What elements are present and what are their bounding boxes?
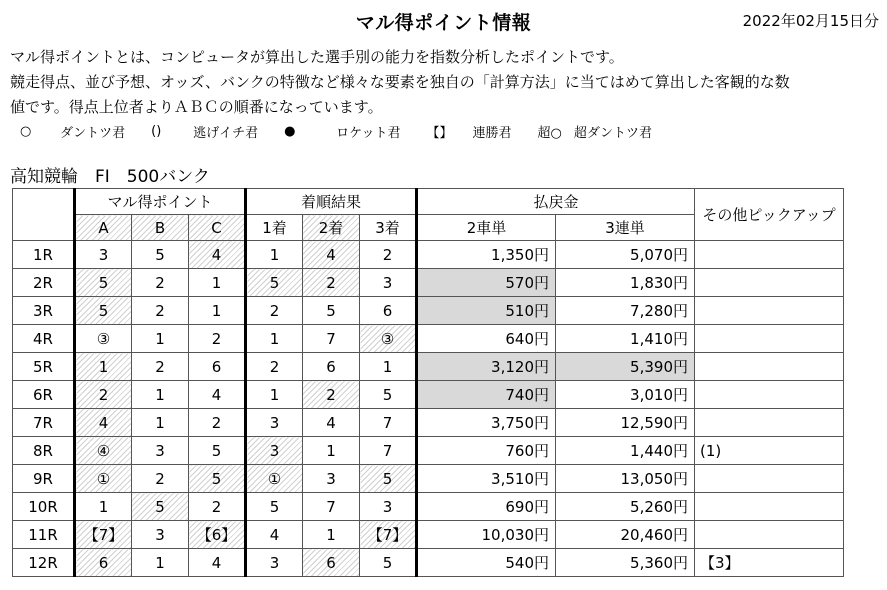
cell-race: 9R: [13, 465, 75, 493]
cell-r1: 1: [246, 241, 303, 269]
cell-exacta: 3,510円: [417, 465, 556, 493]
cell-other: [695, 241, 844, 269]
table-row: [13, 549, 844, 577]
cell-trifecta: 5,360円: [556, 549, 695, 577]
cell-a: 5: [75, 297, 132, 325]
table-row: [13, 437, 844, 465]
cell-b: 3: [132, 437, 189, 465]
cell-exacta: 510円: [417, 297, 556, 325]
cell-r3: 5: [360, 381, 417, 409]
cell-r2: 7: [303, 325, 360, 353]
col-exacta-header: 2車単: [417, 215, 556, 241]
cell-r1: 4: [246, 521, 303, 549]
col-trifecta-header: 3連単: [556, 215, 695, 241]
legend-label: ダントツ君: [60, 126, 126, 141]
cell-exacta: 740円: [417, 381, 556, 409]
table-row: [13, 297, 844, 325]
cell-race: 8R: [13, 437, 75, 465]
cell-a: ①: [75, 465, 132, 493]
cell-r2: 4: [303, 409, 360, 437]
cell-other: [695, 325, 844, 353]
cell-b: 2: [132, 297, 189, 325]
cell-exacta: 570円: [417, 269, 556, 297]
cell-r2: 4: [303, 241, 360, 269]
cell-c: 5: [189, 437, 246, 465]
cell-b: 1: [132, 325, 189, 353]
cell-exacta: 1,350円: [417, 241, 556, 269]
legend-label: 逃げイチ君: [193, 126, 259, 141]
cell-exacta: 540円: [417, 549, 556, 577]
cell-c: 6: [189, 353, 246, 381]
cell-c: 1: [189, 297, 246, 325]
cell-b: 2: [132, 465, 189, 493]
legend-symbol: 超○: [537, 126, 562, 141]
table-row: [13, 241, 844, 269]
col-c-header: C: [189, 215, 246, 241]
cell-r3: 2: [360, 241, 417, 269]
legend-label: ロケット君: [336, 126, 401, 141]
symbol-legend: [20, 122, 880, 141]
cell-r2: 1: [303, 521, 360, 549]
cell-race: 5R: [13, 353, 75, 381]
cell-trifecta: 7,280円: [556, 297, 695, 325]
cell-a: ③: [75, 325, 132, 353]
cell-r1: 2: [246, 353, 303, 381]
cell-exacta: 690円: [417, 493, 556, 521]
cell-other: [695, 465, 844, 493]
cell-trifecta: 12,590円: [556, 409, 695, 437]
cell-r3: 1: [360, 353, 417, 381]
cell-other: [695, 521, 844, 549]
cell-a: 1: [75, 493, 132, 521]
legend-item-nigeichi: [151, 122, 258, 141]
cell-b: 3: [132, 521, 189, 549]
cell-other: [695, 493, 844, 521]
cell-r2: 3: [303, 465, 360, 493]
cell-r3: 7: [360, 437, 417, 465]
cell-exacta: 760円: [417, 437, 556, 465]
cell-r2: 2: [303, 381, 360, 409]
cell-exacta: 640円: [417, 325, 556, 353]
legend-item-super-dantotsu: [538, 122, 652, 141]
table-row: [13, 381, 844, 409]
cell-exacta: 3,750円: [417, 409, 556, 437]
cell-trifecta: 5,390円: [556, 353, 695, 381]
cell-r1: 3: [246, 437, 303, 465]
description-line: 値です。得点上位者よりＡＢＣの順番になっています。: [10, 98, 383, 116]
cell-other: (1): [695, 437, 844, 465]
cell-c: 2: [189, 493, 246, 521]
cell-r1: 5: [246, 269, 303, 297]
cell-r2: 5: [303, 297, 360, 325]
col-third-header: 3着: [360, 215, 417, 241]
cell-race: 12R: [13, 549, 75, 577]
cell-other: [695, 381, 844, 409]
legend-item-renshou: [427, 122, 512, 141]
cell-other: 【3】: [695, 549, 844, 577]
cell-r2: 6: [303, 353, 360, 381]
cell-race: 1R: [13, 241, 75, 269]
results-table: [12, 188, 844, 577]
cell-a: 6: [75, 549, 132, 577]
cell-race: 2R: [13, 269, 75, 297]
cell-exacta: 10,030円: [417, 521, 556, 549]
cell-r3: 7: [360, 409, 417, 437]
table-row: [13, 269, 844, 297]
cell-c: 5: [189, 465, 246, 493]
cell-r3: ③: [360, 325, 417, 353]
results-group-header: 着順結果: [246, 189, 417, 215]
cell-b: 2: [132, 269, 189, 297]
cell-r3: 3: [360, 269, 417, 297]
legend-item-dantotsu: [20, 122, 125, 141]
table-row: [13, 325, 844, 353]
cell-race: 10R: [13, 493, 75, 521]
cell-a: 5: [75, 269, 132, 297]
cell-a: 1: [75, 353, 132, 381]
cell-r3: 6: [360, 297, 417, 325]
cell-r2: 1: [303, 437, 360, 465]
cell-b: 5: [132, 493, 189, 521]
cell-c: 1: [189, 269, 246, 297]
col-a-header: A: [75, 215, 132, 241]
venue-heading: 高知競輪 FI 500バンク: [10, 167, 210, 187]
cell-b: 2: [132, 353, 189, 381]
points-group-header: マル得ポイント: [75, 189, 246, 215]
cell-r1: 1: [246, 381, 303, 409]
legend-symbol: ○: [20, 124, 32, 139]
cell-exacta: 3,120円: [417, 353, 556, 381]
cell-race: 3R: [13, 297, 75, 325]
cell-r3: 5: [360, 549, 417, 577]
table-row: [13, 353, 844, 381]
cell-other: [695, 353, 844, 381]
col-first-header: 1着: [246, 215, 303, 241]
cell-trifecta: 1,410円: [556, 325, 695, 353]
cell-r1: 3: [246, 549, 303, 577]
cell-other: [695, 409, 844, 437]
legend-label: 連勝君: [472, 126, 512, 141]
cell-other: [695, 269, 844, 297]
table-row: [13, 521, 844, 549]
cell-r3: 5: [360, 465, 417, 493]
description-line: 競走得点、並び予想、オッズ、バンクの特徴など様々な要素を独自の「計算方法」に当てはめて算出した客観的な数: [10, 73, 790, 91]
cell-c: 4: [189, 381, 246, 409]
race-header: [13, 189, 75, 241]
cell-r1: 3: [246, 409, 303, 437]
payout-group-header: 払戻金: [417, 189, 695, 215]
cell-a: 3: [75, 241, 132, 269]
cell-c: 2: [189, 325, 246, 353]
cell-trifecta: 5,070円: [556, 241, 695, 269]
table-row: [13, 493, 844, 521]
cell-other: [695, 297, 844, 325]
col-second-header: 2着: [303, 215, 360, 241]
cell-c: 4: [189, 241, 246, 269]
cell-b: 5: [132, 241, 189, 269]
cell-b: 1: [132, 381, 189, 409]
cell-trifecta: 20,460円: [556, 521, 695, 549]
cell-b: 1: [132, 549, 189, 577]
col-b-header: B: [132, 215, 189, 241]
cell-r1: ①: [246, 465, 303, 493]
cell-race: 11R: [13, 521, 75, 549]
cell-trifecta: 3,010円: [556, 381, 695, 409]
cell-c: 【6】: [189, 521, 246, 549]
cell-r3: 【7】: [360, 521, 417, 549]
cell-b: 1: [132, 409, 189, 437]
cell-trifecta: 1,440円: [556, 437, 695, 465]
description: [10, 45, 880, 120]
table-row: [13, 465, 844, 493]
cell-a: 4: [75, 409, 132, 437]
cell-race: 6R: [13, 381, 75, 409]
description-line: マル得ポイントとは、コンピュータが算出した選手別の能力を指数分析したポイントです。: [10, 48, 624, 66]
cell-race: 7R: [13, 409, 75, 437]
cell-c: 4: [189, 549, 246, 577]
cell-r2: 7: [303, 493, 360, 521]
cell-r1: 2: [246, 297, 303, 325]
cell-r2: 6: [303, 549, 360, 577]
cell-c: 2: [189, 409, 246, 437]
legend-symbol: (): [151, 124, 162, 139]
legend-symbol: ●: [284, 124, 296, 139]
table-row: [13, 409, 844, 437]
cell-r1: 1: [246, 325, 303, 353]
other-pickup-header: その他ピックアップ: [695, 189, 844, 241]
cell-trifecta: 1,830円: [556, 269, 695, 297]
page-title: マル得ポイント情報: [355, 12, 532, 34]
cell-trifecta: 13,050円: [556, 465, 695, 493]
cell-race: 4R: [13, 325, 75, 353]
cell-r1: 5: [246, 493, 303, 521]
results-body: [13, 241, 844, 577]
cell-r2: 2: [303, 269, 360, 297]
cell-trifecta: 5,260円: [556, 493, 695, 521]
cell-r3: 3: [360, 493, 417, 521]
cell-a: 2: [75, 381, 132, 409]
cell-a: ④: [75, 437, 132, 465]
legend-item-rocket: [284, 122, 400, 141]
legend-symbol: 【】: [426, 126, 453, 141]
report-date: 2022年02月15日分: [742, 12, 879, 30]
cell-a: 【7】: [75, 521, 132, 549]
legend-label: 超ダントツ君: [573, 126, 653, 141]
